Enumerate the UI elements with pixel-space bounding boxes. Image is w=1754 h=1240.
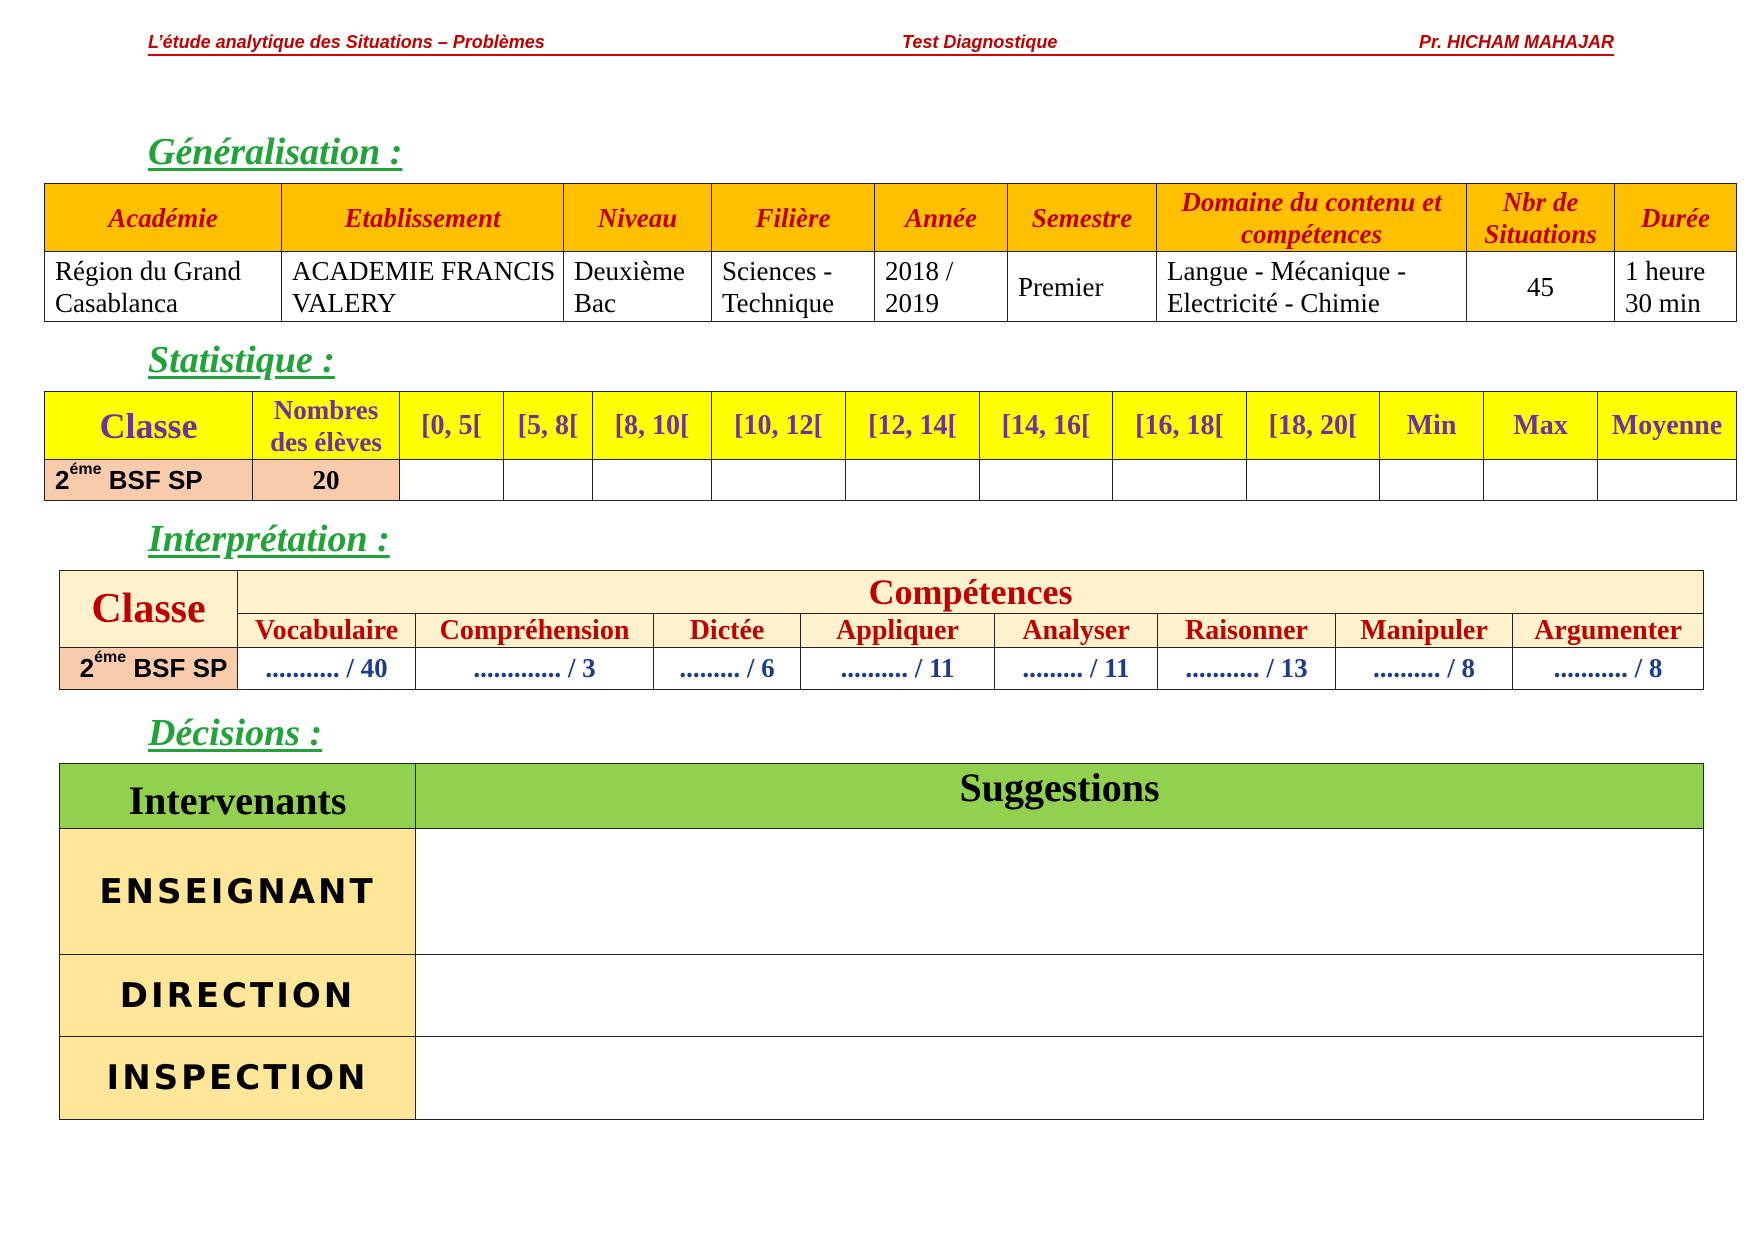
header-manipuler: Manipuler xyxy=(1336,614,1513,648)
header-comprehension: Compréhension xyxy=(416,614,654,648)
classe-sup: éme xyxy=(69,460,102,478)
classe-name: BSF SP xyxy=(101,464,203,495)
decision-row-enseignant xyxy=(60,829,1704,955)
header-dictee: Dictée xyxy=(654,614,801,648)
cell-range-0-5[interactable] xyxy=(400,460,504,501)
header-academie: Académie xyxy=(45,184,282,252)
header-range-18-20: [18, 20[ xyxy=(1247,392,1380,460)
score-comprehension[interactable]: ............. / 3 xyxy=(416,648,654,690)
header-right: Pr. HICHAM MAHAJAR xyxy=(1418,32,1614,52)
interpretation-subheader-row xyxy=(60,614,1704,648)
section-title-generalisation: Généralisation : xyxy=(148,131,403,173)
cell-nombre-eleves: 20 xyxy=(253,460,400,501)
score-dictee[interactable]: ......... / 6 xyxy=(654,648,801,690)
header-range-0-5: [0, 5[ xyxy=(400,392,504,460)
intervenant-direction: DIRECTION xyxy=(60,955,416,1037)
cell-range-10-12[interactable] xyxy=(712,460,846,501)
generalisation-header-row xyxy=(45,184,1737,252)
score-argumenter[interactable]: ........... / 8 xyxy=(1513,648,1704,690)
header-range-12-14: [12, 14[ xyxy=(846,392,980,460)
classe-name: BSF SP xyxy=(126,653,228,683)
score-appliquer[interactable]: .......... / 11 xyxy=(801,648,995,690)
score-manipuler[interactable]: .......... / 8 xyxy=(1336,648,1513,690)
header-vocabulaire: Vocabulaire xyxy=(238,614,416,648)
intervenant-inspection: INSPECTION xyxy=(60,1037,416,1120)
decisions-table xyxy=(59,763,1704,1120)
header-range-16-18: [16, 18[ xyxy=(1113,392,1247,460)
classe-number: 2 xyxy=(55,464,70,495)
cell-nbr-situations: 45 xyxy=(1467,252,1615,322)
header-duree: Durée xyxy=(1615,184,1737,252)
suggestion-direction[interactable] xyxy=(416,955,1704,1037)
suggestion-inspection[interactable] xyxy=(416,1037,1704,1120)
score-raisonner[interactable]: ........... / 13 xyxy=(1158,648,1336,690)
header-moyenne: Moyenne xyxy=(1598,392,1737,460)
header-range-8-10: [8, 10[ xyxy=(593,392,712,460)
cell-classe xyxy=(45,460,253,501)
cell-filiere: Sciences - Technique xyxy=(712,252,875,322)
cell-range-5-8[interactable] xyxy=(504,460,593,501)
generalisation-table xyxy=(44,183,1737,322)
cell-range-8-10[interactable] xyxy=(593,460,712,501)
interpretation-table xyxy=(59,570,1704,690)
header-range-10-12: [10, 12[ xyxy=(712,392,846,460)
generalisation-data-row xyxy=(45,252,1737,322)
header-nombres-eleves: Nombres des élèves xyxy=(253,392,400,460)
header-semestre: Semestre xyxy=(1008,184,1157,252)
cell-domaine: Langue - Mécanique - Electricité - Chimie xyxy=(1157,252,1467,322)
cell-semestre: Premier xyxy=(1008,252,1157,322)
decisions-header-row xyxy=(60,764,1704,829)
cell-range-12-14[interactable] xyxy=(846,460,980,501)
score-analyser[interactable]: ......... / 11 xyxy=(995,648,1158,690)
interpretation-header-row xyxy=(60,571,1704,614)
header-range-5-8: [5, 8[ xyxy=(504,392,593,460)
decision-row-inspection xyxy=(60,1037,1704,1120)
statistique-data-row xyxy=(45,460,1737,501)
header-min: Min xyxy=(1380,392,1484,460)
header-appliquer: Appliquer xyxy=(801,614,995,648)
decision-row-direction xyxy=(60,955,1704,1037)
header-raisonner: Raisonner xyxy=(1158,614,1336,648)
intervenant-enseignant: ENSEIGNANT xyxy=(60,829,416,955)
score-vocabulaire[interactable]: ........... / 40 xyxy=(238,648,416,690)
cell-range-16-18[interactable] xyxy=(1113,460,1247,501)
header-classe: Classe xyxy=(60,571,238,648)
cell-moyenne[interactable] xyxy=(1598,460,1737,501)
header-etablissement: Etablissement xyxy=(282,184,564,252)
header-analyser: Analyser xyxy=(995,614,1158,648)
header-niveau: Niveau xyxy=(564,184,712,252)
header-argumenter: Argumenter xyxy=(1513,614,1704,648)
header-max: Max xyxy=(1484,392,1598,460)
page-header xyxy=(148,30,1614,56)
header-filiere: Filière xyxy=(712,184,875,252)
header-classe: Classe xyxy=(45,392,253,460)
header-suggestions: Suggestions xyxy=(416,764,1704,829)
header-intervenants: Intervenants xyxy=(60,764,416,829)
header-competences: Compétences xyxy=(238,571,1704,614)
header-nbr-situations: Nbr de Situations xyxy=(1467,184,1615,252)
section-title-interpretation: Interprétation : xyxy=(148,518,390,560)
suggestion-enseignant[interactable] xyxy=(416,829,1704,955)
cell-annee: 2018 / 2019 xyxy=(875,252,1008,322)
header-range-14-16: [14, 16[ xyxy=(980,392,1113,460)
cell-niveau: Deuxième Bac xyxy=(564,252,712,322)
classe-sup: éme xyxy=(94,649,127,666)
cell-range-18-20[interactable] xyxy=(1247,460,1380,501)
header-center: Test Diagnostique xyxy=(902,32,1058,52)
statistique-table xyxy=(44,391,1737,501)
cell-classe xyxy=(60,648,238,690)
section-title-statistique: Statistique : xyxy=(148,339,335,381)
header-domaine: Domaine du contenu et compétences xyxy=(1157,184,1467,252)
header-left: L’étude analytique des Situations – Problèmes xyxy=(148,32,545,52)
cell-duree: 1 heure 30 min xyxy=(1615,252,1737,322)
cell-range-14-16[interactable] xyxy=(980,460,1113,501)
section-title-decisions: Décisions : xyxy=(148,712,323,754)
cell-etablissement: ACADEMIE FRANCIS VALERY xyxy=(282,252,564,322)
statistique-header-row xyxy=(45,392,1737,460)
cell-academie: Région du Grand Casablanca xyxy=(45,252,282,322)
header-annee: Année xyxy=(875,184,1008,252)
cell-min[interactable] xyxy=(1380,460,1484,501)
classe-number: 2 xyxy=(79,653,95,683)
cell-max[interactable] xyxy=(1484,460,1598,501)
interpretation-data-row xyxy=(60,648,1704,690)
